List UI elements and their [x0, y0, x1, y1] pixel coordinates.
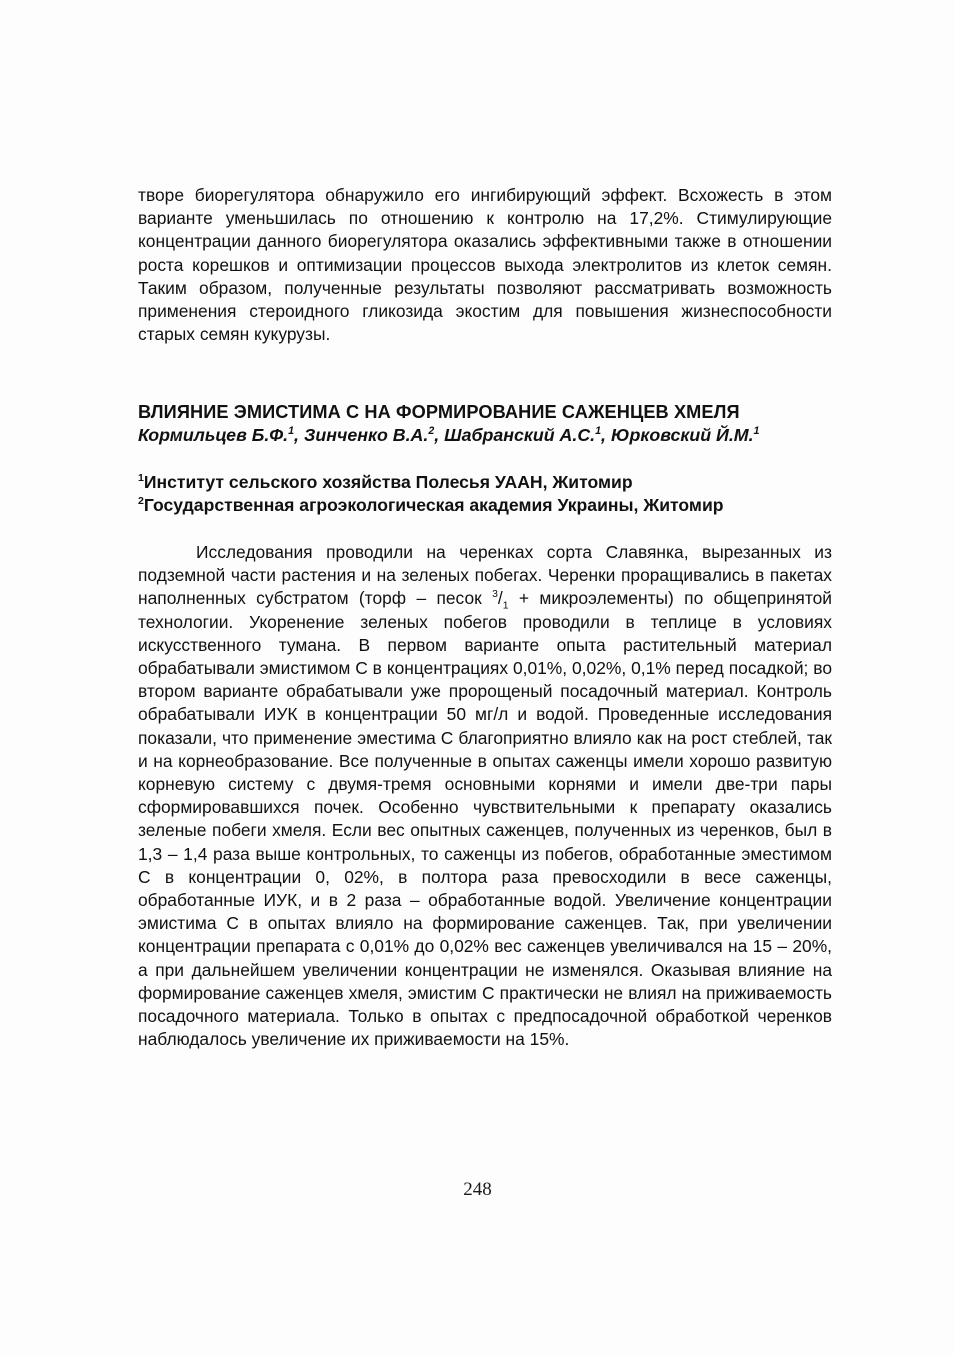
author-mark: 1	[753, 425, 760, 438]
author-mark: 2	[428, 425, 435, 438]
article-authors	[138, 424, 832, 446]
author-separator: ,	[294, 425, 304, 445]
fraction-denominator: 1	[502, 600, 509, 612]
affiliation-text: Институт сельского хозяйства Полесья УААН, Житомир	[143, 472, 633, 492]
author-name: Кормильцев Б.Ф.	[138, 425, 289, 445]
author-name: Зинченко В.А.	[303, 425, 429, 445]
fraction-numerator: 3	[492, 589, 498, 601]
intro-paragraph: творе биорегулятора обнаружило его ингибирующий эффект. Всхожесть в этом варианте уменьшилась по отношению к контролю на 17,2%. Стимулирующие концентрации данного биорегулятора оказались эффективными также в отношении роста корешков и оптимизации процессов выхода электролитов из клеток семян. Таким образом, полученные результаты позволяют рассматривать возможность применения стероидного гликозида экостим для повышения жизнеспособности старых семян кукурузы.	[138, 185, 832, 345]
article-title: ВЛИЯНИЕ ЭМИСТИМА С НА ФОРМИРОВАНИЕ САЖЕНЦЕВ ХМЕЛЯ	[138, 402, 740, 422]
affiliation-2	[138, 494, 832, 517]
affiliation-mark: 2	[138, 495, 144, 508]
page-number: 248	[463, 1179, 492, 1200]
article-body: Исследования проводили на черенках сорта Славянка, вырезанных из подземной части растения и на зеленых побегах. Черенки проращивались в пакетах наполненных субстратом (торф – песок $^3/_1$ + микроэлементы) по общепринятой технологии. Укоренение зеленых побегов проводили в теплице в условиях искусственного тумана. В первом варианте опыта растительный материал обрабатывали эмистимом С в концентрациях 0,01%, 0,02%, 0,1% перед посадкой; во втором варианте обрабатывали уже пророщеный посадочный материал. Контроль обрабатывали ИУК в концентрации 50 мг/л и водой. Проведенные исследования показали, что применение эместима С благоприятно влияло как на рост стеблей, так и на корнеобразование. Все полученные в опытах саженцы имели хорошо развитую корневую систему с двумя-тремя основными корнями и имели две-три пары сформировавшихся почек. Особенно чувствительными к препарату оказались зеленые побеги хмеля. Если вес опытных саженцев, полученных из черенков, был в 1,3 – 1,4 раза выше контрольных, то саженцы из побегов, обработанные эместимом С в концентрации 0, 02%, в полтора раза превосходили в весе саженцы, обработанные ИУК, и в 2 раза – обработанные водой. Увеличение концентрации эмистима С в опытах влияло на формирование саженцев. Так, при увеличении концентрации препарата с 0,01% до 0,02% вес саженцев увеличивался на 15 – 20%, а при дальнейшем увеличении концентрации не изменялся. Оказывая влияние на формирование саженцев хмеля, эмистим С практически не влиял на приживаемость посадочного материала. Только в опытах с предпосадочной обработкой черенков наблюдалось увеличение их приживаемости на 15%.	[138, 542, 833, 1050]
author-name: Юрковский Й.М.	[610, 425, 754, 445]
affiliation-mark: 1	[138, 472, 144, 485]
affiliation-1	[138, 471, 832, 494]
author-separator: ,	[601, 425, 611, 445]
body-text-part2: + микроэлементы) по общепринятой технологии. Укоренение зеленых побегов проводили в теплице в условиях искусственного тумана. В первом варианте опыта растительный материал обрабатывали эмистимом С в концентрациях 0,01%, 0,02%, 0,1% перед посадкой; во втором варианте обрабатывали уже пророщеный посадочный материал. Контроль обрабатывали ИУК в концентрации 50 мг/л и водой. Проведенные исследования показали, что применение эместима С благоприятно влияло как на рост стеблей, так и на корнеобразование. Все полученные в опытах саженцы имели хорошо развитую корневую систему с двумя-тремя основными корнями и имели две-три пары сформировавшихся почек. Особенно чувствительными к препарату оказались зеленые побеги хмеля. Если вес опытных саженцев, полученных из черенков, был в 1,3 – 1,4 раза выше контрольных, то саженцы из побегов, обработанные эместимом С в концентрации 0, 02%, в полтора раза превосходили в весе саженцы, обработанные ИУК, и в 2 раза – обработанные водой. Увеличение концентрации эмистима С в опытах влияло на формирование саженцев. Так, при увеличении концентрации препарата с 0,01% до 0,02% вес саженцев увеличивался на 15 – 20%, а при дальнейшем увеличении концентрации не изменялся. Оказывая влияние на формирование саженцев хмеля, эмистим С практически не влиял на приживаемость посадочного материала. Только в опытах с предпосадочной обработкой черенков наблюдалось увеличение их приживаемости на 15%.	[138, 588, 833, 1050]
body-text-part1: Исследования проводили на черенках сорта Славянка, вырезанных из подземной части растения и на зеленых побегах. Черенки проращивались в пакетах наполненных субстратом (торф – песок	[138, 542, 832, 609]
author-mark: 1	[595, 425, 602, 438]
affiliation-text: Государственная агроэкологическая академия Украины, Житомир	[143, 495, 724, 515]
author-name: Шабранский А.С.	[444, 425, 596, 445]
author-mark: 1	[288, 425, 295, 438]
author-separator: ,	[434, 425, 445, 445]
